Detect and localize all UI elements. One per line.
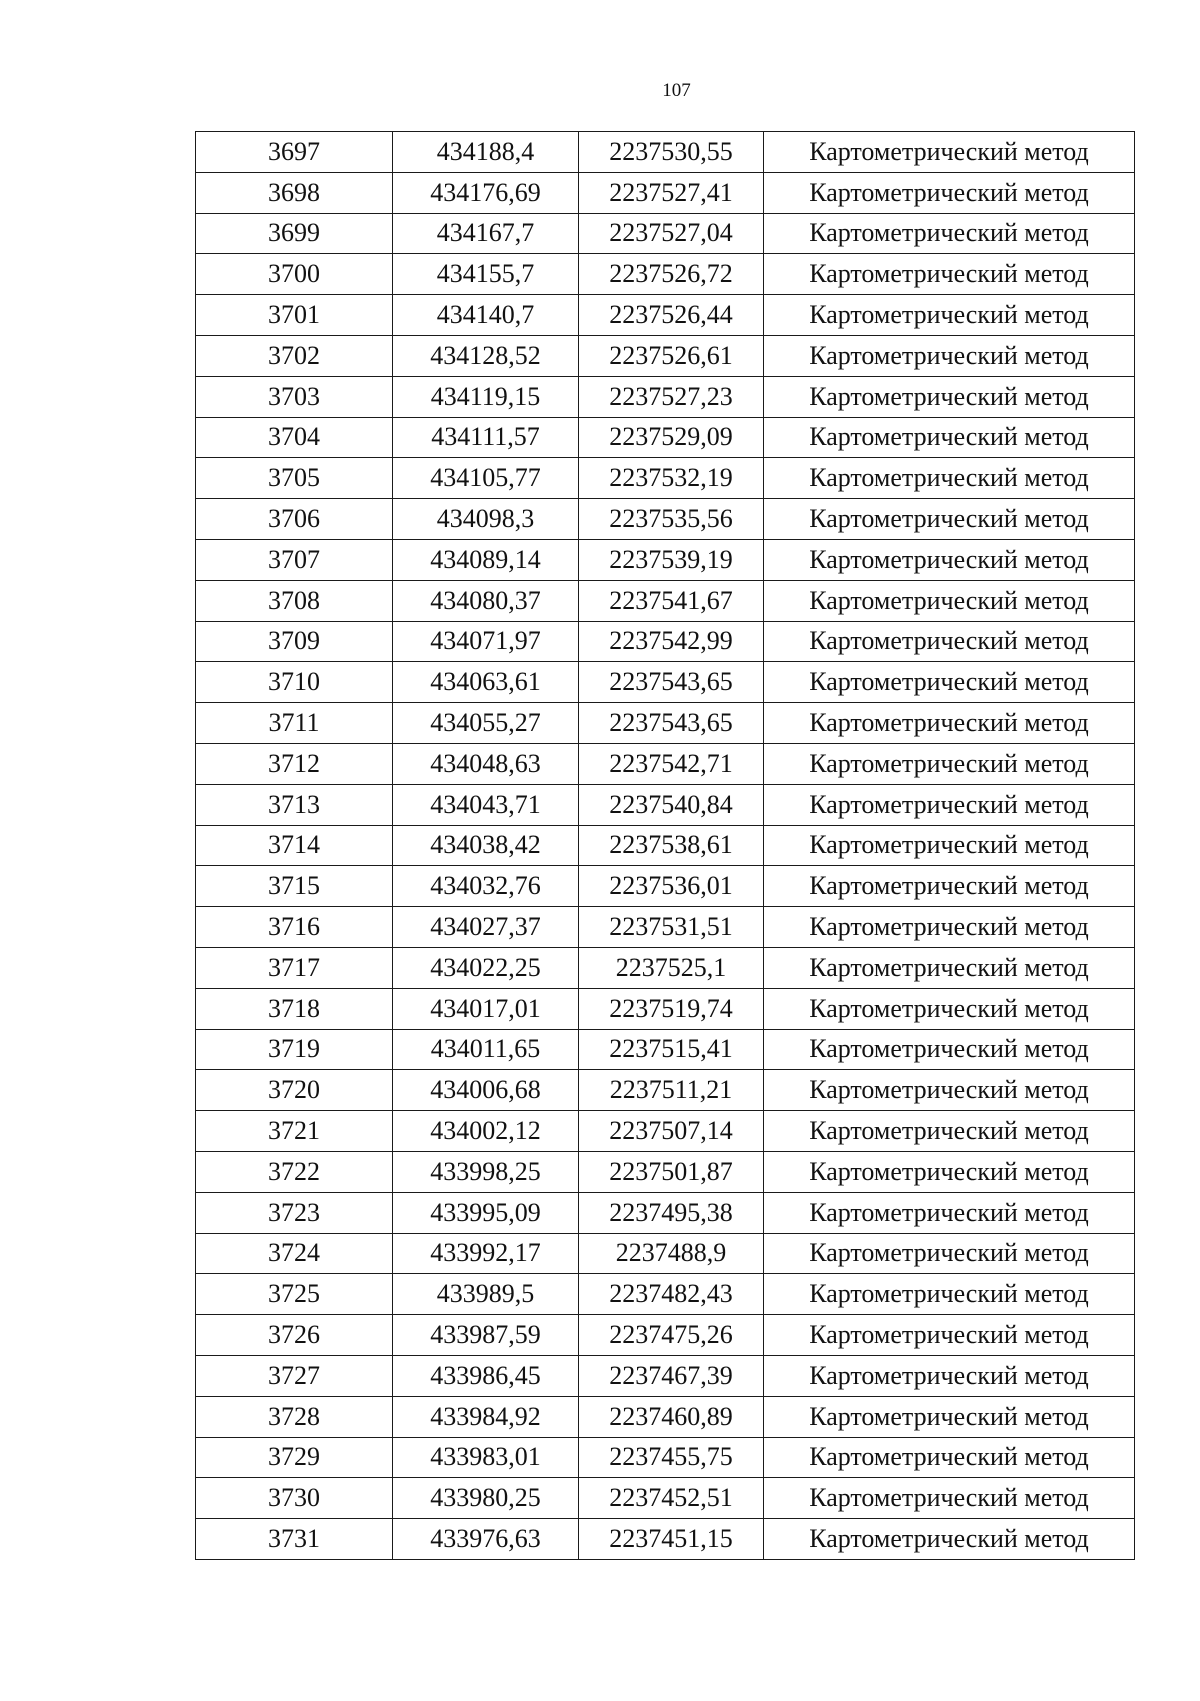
table-row <box>196 295 1135 336</box>
method-cell: Картометрический метод <box>764 1070 1135 1111</box>
point-number-cell: 3705 <box>196 458 393 499</box>
y-coordinate-cell: 2237532,19 <box>579 458 764 499</box>
x-coordinate-cell: 434155,7 <box>393 254 579 295</box>
table-row <box>196 499 1135 540</box>
y-coordinate-cell: 2237482,43 <box>579 1274 764 1315</box>
x-coordinate-cell: 434188,4 <box>393 132 579 173</box>
x-coordinate-cell: 433998,25 <box>393 1151 579 1192</box>
point-number-cell: 3707 <box>196 539 393 580</box>
table-row <box>196 784 1135 825</box>
point-number-cell: 3730 <box>196 1478 393 1519</box>
y-coordinate-cell: 2237495,38 <box>579 1192 764 1233</box>
page-number: 107 <box>662 80 691 101</box>
y-coordinate-cell: 2237501,87 <box>579 1151 764 1192</box>
table-row <box>196 1437 1135 1478</box>
table-row <box>196 1070 1135 1111</box>
method-cell: Картометрический метод <box>764 417 1135 458</box>
table-row <box>196 254 1135 295</box>
y-coordinate-cell: 2237527,23 <box>579 376 764 417</box>
point-number-cell: 3698 <box>196 172 393 213</box>
table-row <box>196 417 1135 458</box>
table-row <box>196 172 1135 213</box>
point-number-cell: 3702 <box>196 335 393 376</box>
x-coordinate-cell: 433986,45 <box>393 1355 579 1396</box>
y-coordinate-cell: 2237511,21 <box>579 1070 764 1111</box>
y-coordinate-cell: 2237452,51 <box>579 1478 764 1519</box>
y-coordinate-cell: 2237525,1 <box>579 947 764 988</box>
x-coordinate-cell: 434032,76 <box>393 866 579 907</box>
method-cell: Картометрический метод <box>764 947 1135 988</box>
y-coordinate-cell: 2237488,9 <box>579 1233 764 1274</box>
method-cell: Картометрический метод <box>764 1274 1135 1315</box>
table-row <box>196 662 1135 703</box>
point-number-cell: 3726 <box>196 1315 393 1356</box>
method-cell: Картометрический метод <box>764 703 1135 744</box>
point-number-cell: 3718 <box>196 988 393 1029</box>
method-cell: Картометрический метод <box>764 213 1135 254</box>
point-number-cell: 3710 <box>196 662 393 703</box>
y-coordinate-cell: 2237507,14 <box>579 1111 764 1152</box>
point-number-cell: 3699 <box>196 213 393 254</box>
method-cell: Картометрический метод <box>764 539 1135 580</box>
method-cell: Картометрический метод <box>764 254 1135 295</box>
method-cell: Картометрический метод <box>764 662 1135 703</box>
x-coordinate-cell: 434043,71 <box>393 784 579 825</box>
point-number-cell: 3714 <box>196 825 393 866</box>
y-coordinate-cell: 2237541,67 <box>579 580 764 621</box>
point-number-cell: 3703 <box>196 376 393 417</box>
table-row <box>196 825 1135 866</box>
table-row <box>196 213 1135 254</box>
point-number-cell: 3708 <box>196 580 393 621</box>
x-coordinate-cell: 434055,27 <box>393 703 579 744</box>
point-number-cell: 3723 <box>196 1192 393 1233</box>
point-number-cell: 3712 <box>196 743 393 784</box>
method-cell: Картометрический метод <box>764 784 1135 825</box>
y-coordinate-cell: 2237538,61 <box>579 825 764 866</box>
point-number-cell: 3724 <box>196 1233 393 1274</box>
method-cell: Картометрический метод <box>764 825 1135 866</box>
point-number-cell: 3716 <box>196 907 393 948</box>
coordinates-table-body <box>196 132 1135 1560</box>
point-number-cell: 3697 <box>196 132 393 173</box>
x-coordinate-cell: 433989,5 <box>393 1274 579 1315</box>
x-coordinate-cell: 434111,57 <box>393 417 579 458</box>
method-cell: Картометрический метод <box>764 1396 1135 1437</box>
table-row <box>196 743 1135 784</box>
y-coordinate-cell: 2237542,99 <box>579 621 764 662</box>
x-coordinate-cell: 434167,7 <box>393 213 579 254</box>
y-coordinate-cell: 2237543,65 <box>579 662 764 703</box>
method-cell: Картометрический метод <box>764 172 1135 213</box>
table-row <box>196 376 1135 417</box>
table-row <box>196 580 1135 621</box>
y-coordinate-cell: 2237527,41 <box>579 172 764 213</box>
table-row <box>196 703 1135 744</box>
method-cell: Картометрический метод <box>764 1315 1135 1356</box>
x-coordinate-cell: 433983,01 <box>393 1437 579 1478</box>
table-row <box>196 1396 1135 1437</box>
point-number-cell: 3706 <box>196 499 393 540</box>
point-number-cell: 3722 <box>196 1151 393 1192</box>
method-cell: Картометрический метод <box>764 499 1135 540</box>
y-coordinate-cell: 2237535,56 <box>579 499 764 540</box>
y-coordinate-cell: 2237451,15 <box>579 1519 764 1560</box>
point-number-cell: 3700 <box>196 254 393 295</box>
x-coordinate-cell: 434048,63 <box>393 743 579 784</box>
method-cell: Картометрический метод <box>764 1192 1135 1233</box>
method-cell: Картометрический метод <box>764 1151 1135 1192</box>
table-row <box>196 1192 1135 1233</box>
x-coordinate-cell: 434105,77 <box>393 458 579 499</box>
method-cell: Картометрический метод <box>764 621 1135 662</box>
table-row <box>196 539 1135 580</box>
method-cell: Картометрический метод <box>764 743 1135 784</box>
point-number-cell: 3709 <box>196 621 393 662</box>
y-coordinate-cell: 2237526,44 <box>579 295 764 336</box>
x-coordinate-cell: 434006,68 <box>393 1070 579 1111</box>
table-row <box>196 621 1135 662</box>
point-number-cell: 3721 <box>196 1111 393 1152</box>
x-coordinate-cell: 434022,25 <box>393 947 579 988</box>
x-coordinate-cell: 434128,52 <box>393 335 579 376</box>
x-coordinate-cell: 434080,37 <box>393 580 579 621</box>
y-coordinate-cell: 2237460,89 <box>579 1396 764 1437</box>
x-coordinate-cell: 434063,61 <box>393 662 579 703</box>
x-coordinate-cell: 434089,14 <box>393 539 579 580</box>
x-coordinate-cell: 434176,69 <box>393 172 579 213</box>
method-cell: Картометрический метод <box>764 580 1135 621</box>
table-row <box>196 907 1135 948</box>
x-coordinate-cell: 434017,01 <box>393 988 579 1029</box>
x-coordinate-cell: 433987,59 <box>393 1315 579 1356</box>
x-coordinate-cell: 434071,97 <box>393 621 579 662</box>
method-cell: Картометрический метод <box>764 907 1135 948</box>
x-coordinate-cell: 433976,63 <box>393 1519 579 1560</box>
point-number-cell: 3719 <box>196 1029 393 1070</box>
method-cell: Картометрический метод <box>764 1233 1135 1274</box>
x-coordinate-cell: 434038,42 <box>393 825 579 866</box>
y-coordinate-cell: 2237530,55 <box>579 132 764 173</box>
method-cell: Картометрический метод <box>764 132 1135 173</box>
point-number-cell: 3729 <box>196 1437 393 1478</box>
table-row <box>196 1029 1135 1070</box>
method-cell: Картометрический метод <box>764 1437 1135 1478</box>
y-coordinate-cell: 2237543,65 <box>579 703 764 744</box>
method-cell: Картометрический метод <box>764 866 1135 907</box>
x-coordinate-cell: 434011,65 <box>393 1029 579 1070</box>
x-coordinate-cell: 434098,3 <box>393 499 579 540</box>
point-number-cell: 3715 <box>196 866 393 907</box>
point-number-cell: 3727 <box>196 1355 393 1396</box>
method-cell: Картометрический метод <box>764 1029 1135 1070</box>
x-coordinate-cell: 433992,17 <box>393 1233 579 1274</box>
method-cell: Картометрический метод <box>764 988 1135 1029</box>
point-number-cell: 3704 <box>196 417 393 458</box>
y-coordinate-cell: 2237515,41 <box>579 1029 764 1070</box>
y-coordinate-cell: 2237531,51 <box>579 907 764 948</box>
y-coordinate-cell: 2237526,72 <box>579 254 764 295</box>
y-coordinate-cell: 2237542,71 <box>579 743 764 784</box>
point-number-cell: 3728 <box>196 1396 393 1437</box>
table-row <box>196 1519 1135 1560</box>
point-number-cell: 3731 <box>196 1519 393 1560</box>
y-coordinate-cell: 2237467,39 <box>579 1355 764 1396</box>
point-number-cell: 3725 <box>196 1274 393 1315</box>
table-row <box>196 1315 1135 1356</box>
point-number-cell: 3713 <box>196 784 393 825</box>
point-number-cell: 3717 <box>196 947 393 988</box>
table-row <box>196 458 1135 499</box>
point-number-cell: 3701 <box>196 295 393 336</box>
x-coordinate-cell: 433984,92 <box>393 1396 579 1437</box>
table-row <box>196 1274 1135 1315</box>
method-cell: Картометрический метод <box>764 335 1135 376</box>
method-cell: Картометрический метод <box>764 1478 1135 1519</box>
point-number-cell: 3720 <box>196 1070 393 1111</box>
table-row <box>196 1151 1135 1192</box>
point-number-cell: 3711 <box>196 703 393 744</box>
y-coordinate-cell: 2237539,19 <box>579 539 764 580</box>
x-coordinate-cell: 433980,25 <box>393 1478 579 1519</box>
coordinates-table <box>195 131 1135 1560</box>
table-row <box>196 335 1135 376</box>
method-cell: Картометрический метод <box>764 1355 1135 1396</box>
y-coordinate-cell: 2237519,74 <box>579 988 764 1029</box>
table-row <box>196 1233 1135 1274</box>
method-cell: Картометрический метод <box>764 1111 1135 1152</box>
y-coordinate-cell: 2237540,84 <box>579 784 764 825</box>
method-cell: Картометрический метод <box>764 376 1135 417</box>
x-coordinate-cell: 433995,09 <box>393 1192 579 1233</box>
method-cell: Картометрический метод <box>764 458 1135 499</box>
table-row <box>196 132 1135 173</box>
x-coordinate-cell: 434002,12 <box>393 1111 579 1152</box>
table-row <box>196 1111 1135 1152</box>
x-coordinate-cell: 434140,7 <box>393 295 579 336</box>
method-cell: Картометрический метод <box>764 1519 1135 1560</box>
y-coordinate-cell: 2237536,01 <box>579 866 764 907</box>
table-row <box>196 988 1135 1029</box>
table-row <box>196 866 1135 907</box>
table-row <box>196 947 1135 988</box>
method-cell: Картометрический метод <box>764 295 1135 336</box>
table-row <box>196 1355 1135 1396</box>
x-coordinate-cell: 434027,37 <box>393 907 579 948</box>
y-coordinate-cell: 2237527,04 <box>579 213 764 254</box>
y-coordinate-cell: 2237455,75 <box>579 1437 764 1478</box>
table-row <box>196 1478 1135 1519</box>
y-coordinate-cell: 2237529,09 <box>579 417 764 458</box>
y-coordinate-cell: 2237475,26 <box>579 1315 764 1356</box>
y-coordinate-cell: 2237526,61 <box>579 335 764 376</box>
x-coordinate-cell: 434119,15 <box>393 376 579 417</box>
